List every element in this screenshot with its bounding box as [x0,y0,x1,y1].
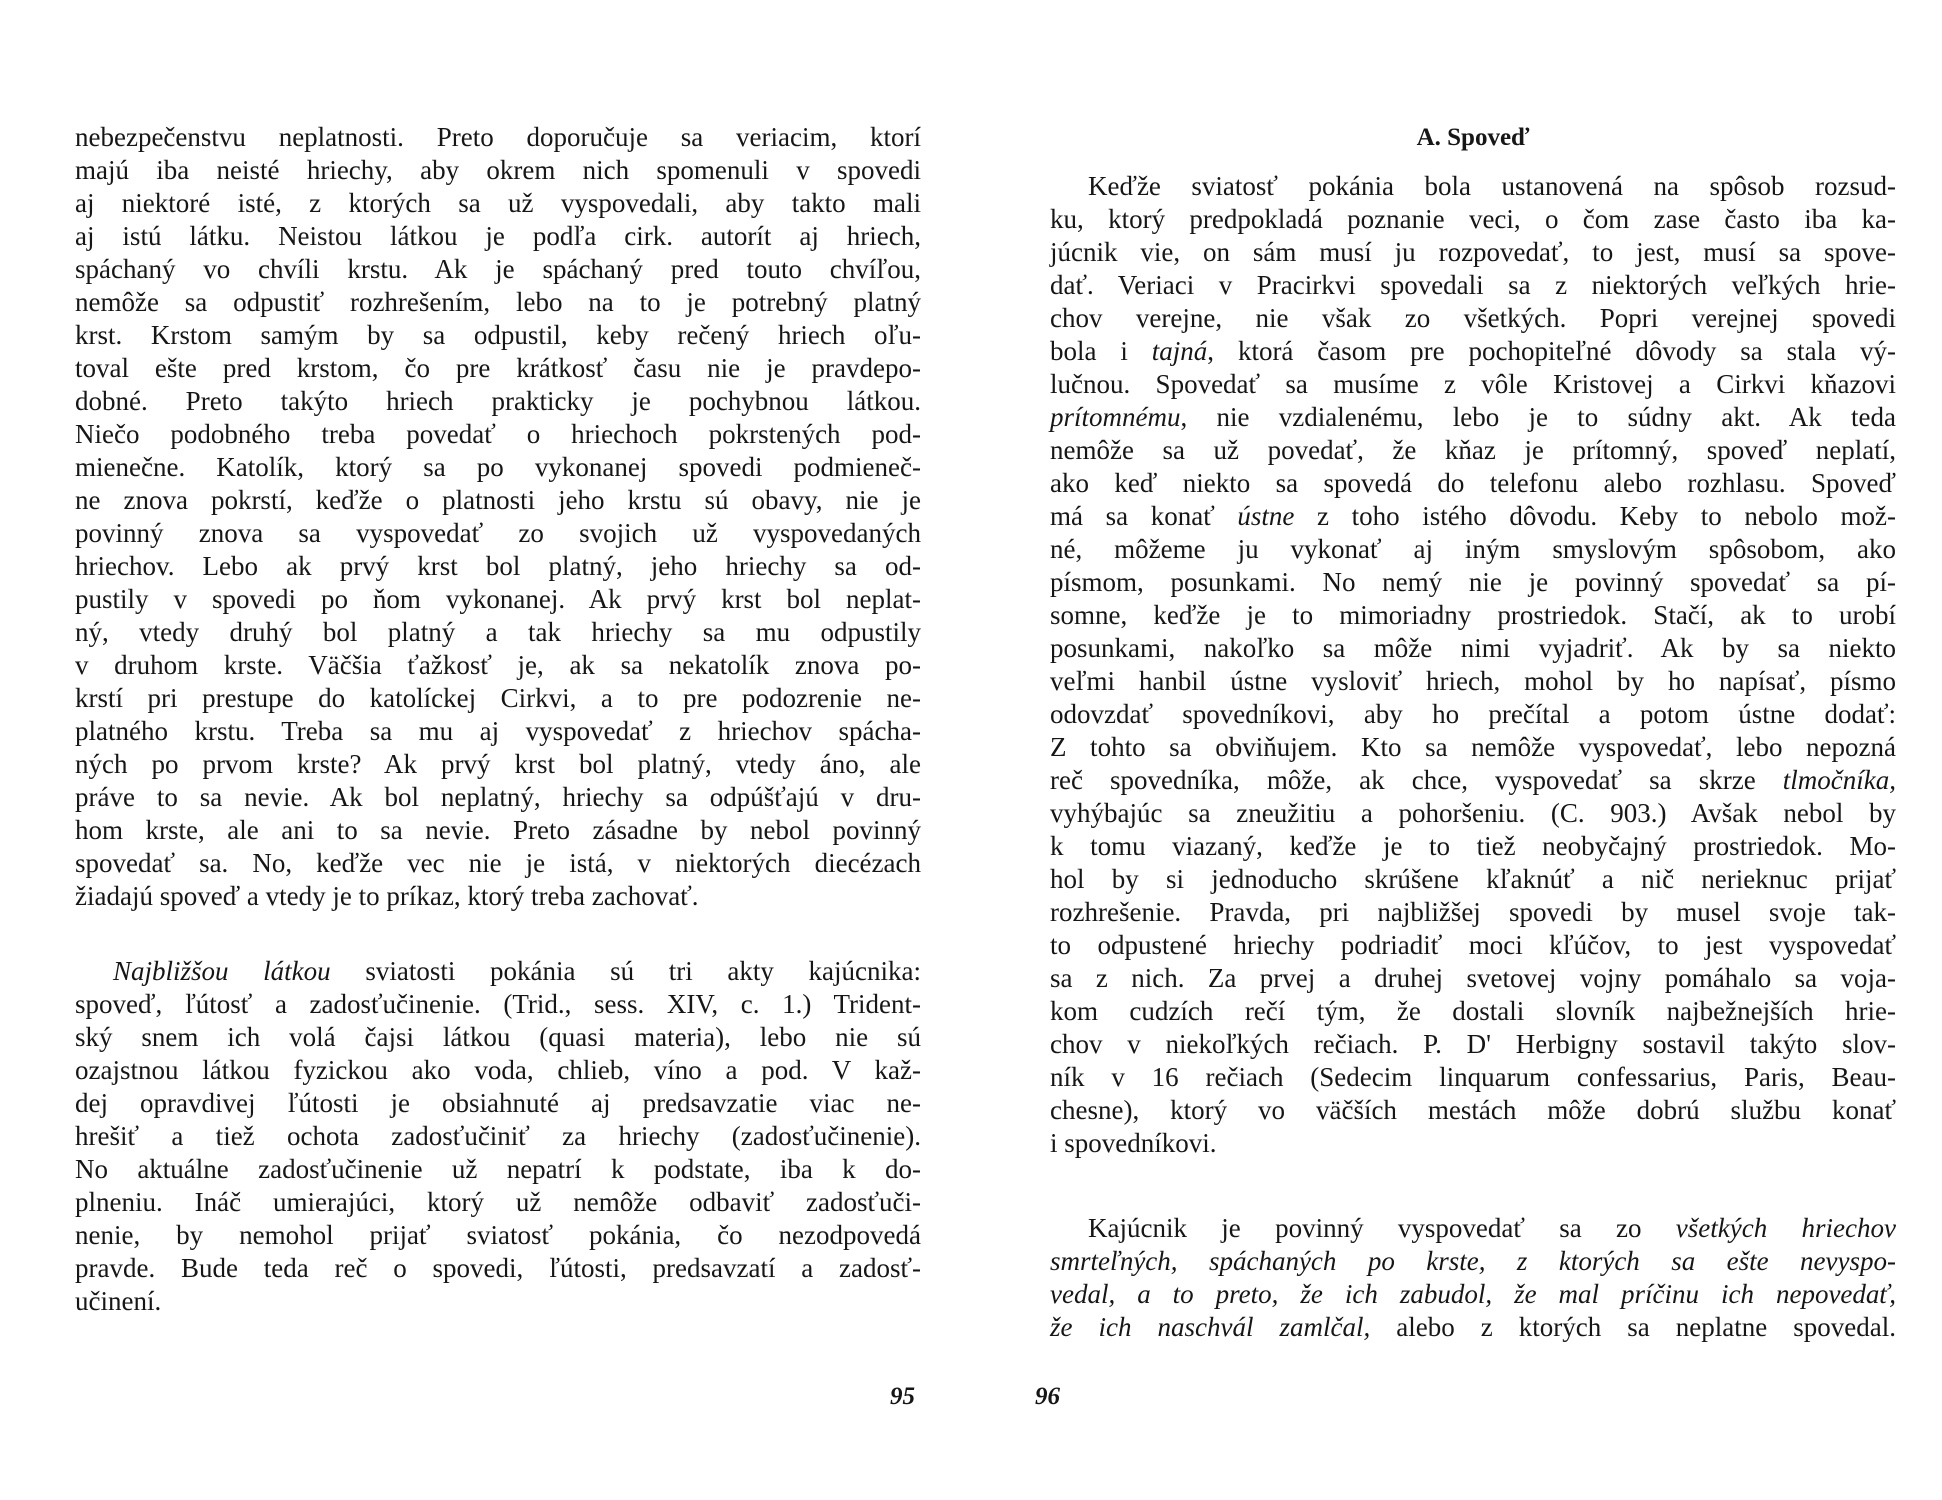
text-segment: No aktuálne zadosťučinenie už nepatrí k podstate, iba k do- [75,1154,921,1184]
text-line [75,1285,921,1318]
text-line [75,1219,921,1252]
text-segment: má sa konať [1050,501,1238,531]
text-line [75,517,921,550]
text-line [1050,533,1896,566]
text-segment: ne znova pokrstí, keďže o platnosti jeho krstu sú obavy, nie je [75,485,921,515]
text-line [75,418,921,451]
text-segment: ník v 16 rečiach (Sedecim linquarum confessarius, Paris, Beau- [1050,1062,1896,1092]
text-segment: nemôže sa už povedať, že kňaz je prítomný, spoveď neplatí, [1050,435,1896,465]
text-line [75,286,921,319]
text-segment: i spovedníkovi. [1050,1128,1217,1158]
page-number-left: 95 [890,1383,915,1410]
text-line [1050,434,1896,467]
text-line [75,847,921,880]
text-segment: práve to sa nevie. Ak bol neplatný, hriechy sa odpúšťajú v dru- [75,782,921,812]
text-line [1050,896,1896,929]
paragraph [1050,1212,1896,1344]
text-line [75,988,921,1021]
text-line [1050,632,1896,665]
text-segment: somne, keďže je to mimoriadny prostriedok. Stačí, ak to urobí [1050,600,1896,630]
italic-text: že ich naschvál zamlčal, [1050,1312,1371,1342]
text-segment: k tomu viazaný, keďže je to tiež neobyčajný prostriedok. Mo- [1050,831,1896,861]
text-segment: učinení. [75,1286,162,1316]
text-segment: posunkami, nakoľko sa môže nimi vyjadriť. Ak by sa niekto [1050,633,1896,663]
text-segment: reč spovedníka, môže, ak chce, vyspovedať sa skrze [1050,765,1783,795]
text-segment: alebo z ktorých sa neplatne spovedal. [1370,1312,1896,1342]
text-segment: hriechov. Lebo ak prvý krst bol platný, jeho hriechy sa od- [75,551,921,581]
text-segment: ných po prvom krste? Ak prvý krst bol platný, vtedy áno, ale [75,749,921,779]
page-number-right: 96 [1035,1383,1060,1410]
text-line [1050,995,1896,1028]
text-segment: hrešiť a tiež ochota zadosťučiniť za hriechy (zadosťučinenie). [75,1121,921,1151]
text-segment: odovzdať spovedníkovi, aby ho prečítal a potom ústne dodať: [1050,699,1896,729]
text-segment: nebezpečenstvu neplatnosti. Preto doporučuje sa veriacim, ktorí [75,122,921,152]
text-line [1050,962,1896,995]
text-segment: vyhýbajúc sa zneužitiu a pohoršeniu. (C. 903.) Avšak nebol by [1050,798,1896,828]
text-segment: nemôže sa odpustiť rozhrešením, lebo na to je potrebný platný [75,287,921,317]
text-line [1050,1028,1896,1061]
text-segment: chesne), ktorý vo väčších mestách môže dobrú službu konať [1050,1095,1896,1125]
text-line [75,154,921,187]
text-segment: to odpustené hriechy podriadiť moci kľúčov, to jest vyspovedať [1050,930,1896,960]
text-line [1050,170,1896,203]
text-segment: krst. Krstom samým by sa odpustil, keby rečený hriech oľu- [75,320,921,350]
italic-text: všetkých hriechov [1675,1213,1896,1243]
text-line [1050,368,1896,401]
text-line [1050,1061,1896,1094]
text-segment: , ktorá časom pre pochopiteľné dôvody sa stala vý- [1207,336,1896,366]
text-segment: v druhom krste. Väčšia ťažkosť je, ak sa nekatolík znova po- [75,650,921,680]
text-segment: nenie, by nemohol prijať sviatosť pokánia, čo nezodpovedá [75,1220,921,1250]
italic-text: ústne [1237,501,1295,531]
text-line [75,1021,921,1054]
text-line [75,484,921,517]
text-line [1050,698,1896,731]
text-segment: dej opravdivej ľútosti je obsiahnuté aj predsavzatie viac ne- [75,1088,921,1118]
text-line [1050,1212,1896,1245]
text-segment: dobné. Preto takýto hriech prakticky je pochybnou látkou. [75,386,921,416]
text-segment: aj niektoré isté, z ktorých sa už vyspovedali, aby takto mali [75,188,921,218]
italic-text: smrteľných, spáchaných po krste, z ktorých sa ešte nevyspo- [1050,1246,1896,1276]
text-line [75,187,921,220]
text-line [75,385,921,418]
text-line [75,352,921,385]
text-segment: krstí pri prestupe do katolíckej Cirkvi, a to pre podozrenie ne- [75,683,921,713]
text-line [75,1087,921,1120]
text-line [75,253,921,286]
text-line [1050,1278,1896,1311]
text-line [75,1054,921,1087]
text-line [1050,401,1896,434]
text-line [75,583,921,616]
text-segment: spoveď, ľútosť a zadosťučinenie. (Trid., sess. XIV, c. 1.) Trident- [75,989,921,1019]
paragraph [75,121,921,913]
text-line [1050,566,1896,599]
text-segment: ný, vtedy druhý bol platný a tak hriechy sa mu odpustily [75,617,921,647]
text-line [1050,1127,1896,1160]
text-segment: chov v niekoľkých rečiach. P. D' Herbigny sostavil takýto slov- [1050,1029,1896,1059]
text-line [1050,764,1896,797]
text-line [75,781,921,814]
text-line [75,451,921,484]
text-segment: hom krste, ale ani to sa nevie. Preto zásadne by nebol povinný [75,815,921,845]
italic-text: tlmočníka, [1782,765,1896,795]
text-line [1050,929,1896,962]
text-segment: Z tohto sa obviňujem. Kto sa nemôže vyspovedať, lebo nepozná [1050,732,1896,762]
text-line [1050,335,1896,368]
text-segment: lučnou. Spovedať sa musíme z vôle Kristovej a Cirkvi kňazovi [1050,369,1896,399]
text-segment: sviatosti pokánia sú tri akty kajúcnika: [330,956,921,986]
text-segment: aj istú látku. Neistou látkou je podľa cirk. autorít aj hriech, [75,221,921,251]
text-line [75,814,921,847]
text-line [1050,467,1896,500]
text-line [75,649,921,682]
text-segment: pustily v spovedi po ňom vykonanej. Ak prvý krst bol neplat- [75,584,921,614]
text-line [1050,1245,1896,1278]
text-segment: písmom, posunkami. No nemý nie je povinný spovedať sa pí- [1050,567,1896,597]
italic-text: Najbližšou látkou [113,956,331,986]
text-line [75,1120,921,1153]
text-line [75,1186,921,1219]
text-segment: z toho istého dôvodu. Keby to nebolo mož- [1294,501,1896,531]
text-segment: ský snem ich volá čajsi látkou (quasi materia), lebo nie sú [75,1022,921,1052]
text-segment: pravde. Bude teda reč o spovedi, ľútosti, predsavzatí a zadosť- [75,1253,921,1283]
text-line [1050,1311,1896,1344]
paragraph [1050,170,1896,1160]
text-segment: žiadajú spoveď a vtedy je to príkaz, ktorý treba zachovať. [75,881,699,911]
text-segment: júcnik vie, on sám musí ju rozpovedať, to jest, musí sa spove- [1050,237,1896,267]
text-segment: Keďže sviatosť pokánia bola ustanovená na spôsob rozsud- [1088,171,1896,201]
italic-text: prítomnému [1050,402,1181,432]
text-line [1050,236,1896,269]
text-segment: ku, ktorý predpokladá poznanie veci, o čom zase často iba ka- [1050,204,1896,234]
text-line [1050,863,1896,896]
text-line [1050,797,1896,830]
text-line [75,220,921,253]
text-line [75,955,921,988]
text-segment: veľmi hanbil ústne vysloviť hriech, mohol by ho napísať, písmo [1050,666,1896,696]
text-segment: plneniu. Ináč umierajúci, ktorý už nemôže odbaviť zadosťuči- [75,1187,921,1217]
text-line [75,121,921,154]
text-line [1050,1094,1896,1127]
text-segment: dať. Veriaci v Pracirkvi spovedali sa z niektorých veľkých hrie- [1050,270,1896,300]
text-segment: toval ešte pred krstom, čo pre krátkosť času nie je pravdepo- [75,353,921,383]
text-line [75,1252,921,1285]
text-line [75,319,921,352]
text-line [1050,599,1896,632]
text-segment: , nie vzdialenému, lebo je to súdny akt. Ak teda [1180,402,1896,432]
text-line [75,1153,921,1186]
text-segment: hol by si jednoducho skrúšene kľaknúť a nič nerieknuc prijať [1050,864,1896,894]
text-segment: Niečo podobného treba povedať o hriechoch pokrstených pod- [75,419,921,449]
text-segment: majú iba neisté hriechy, aby okrem nich spomenuli v spovedi [75,155,921,185]
text-segment: povinný znova sa vyspovedať zo svojich už vyspovedaných [75,518,921,548]
text-line [75,616,921,649]
italic-text: tajná [1151,336,1208,366]
text-line [75,715,921,748]
text-segment: platného krstu. Treba sa mu aj vyspovedať z hriechov spácha- [75,716,921,746]
text-segment: né, môžeme ju vykonať aj iným smyslovým spôsobom, ako [1050,534,1896,564]
text-segment: ozajstnou látkou fyzickou ako voda, chlieb, víno a pod. V kaž- [75,1055,921,1085]
text-line [1050,203,1896,236]
text-line [1050,500,1896,533]
text-line [1050,269,1896,302]
section-heading: A. Spoveď [1416,124,1530,151]
text-segment: kom cudzích rečí tým, že dostali slovník najbežnejších hrie- [1050,996,1896,1026]
text-segment: mienečne. Katolík, ktorý sa po vykonanej spovedi podmieneč- [75,452,921,482]
text-line [1050,665,1896,698]
text-segment: chov verejne, nie však zo všetkých. Popri verejnej spovedi [1050,303,1896,333]
text-segment: spovedať sa. No, keďže vec nie je istá, v niektorých diecézach [75,848,921,878]
text-segment: sa z nich. Za prvej a druhej svetovej vojny pomáhalo sa voja- [1050,963,1896,993]
text-line [1050,302,1896,335]
text-segment: rozhrešenie. Pravda, pri najbližšej spovedi by musel svoje tak- [1050,897,1896,927]
italic-text: vedal, a to preto, že ich zabudol, že mal príčinu ich nepovedať, [1050,1279,1896,1309]
paragraph [75,955,921,1318]
text-line [75,682,921,715]
text-line [75,880,921,913]
text-segment: ako keď niekto sa spovedá do telefonu alebo rozhlasu. Spoveď [1050,468,1896,498]
text-line [1050,731,1896,764]
text-line [75,550,921,583]
text-line [1050,830,1896,863]
text-segment: spáchaný vo chvíli krstu. Ak je spáchaný pred touto chvíľou, [75,254,921,284]
text-segment: bola i [1050,336,1152,366]
text-segment: Kajúcnik je povinný vyspovedať sa zo [1088,1213,1676,1243]
text-line [75,748,921,781]
